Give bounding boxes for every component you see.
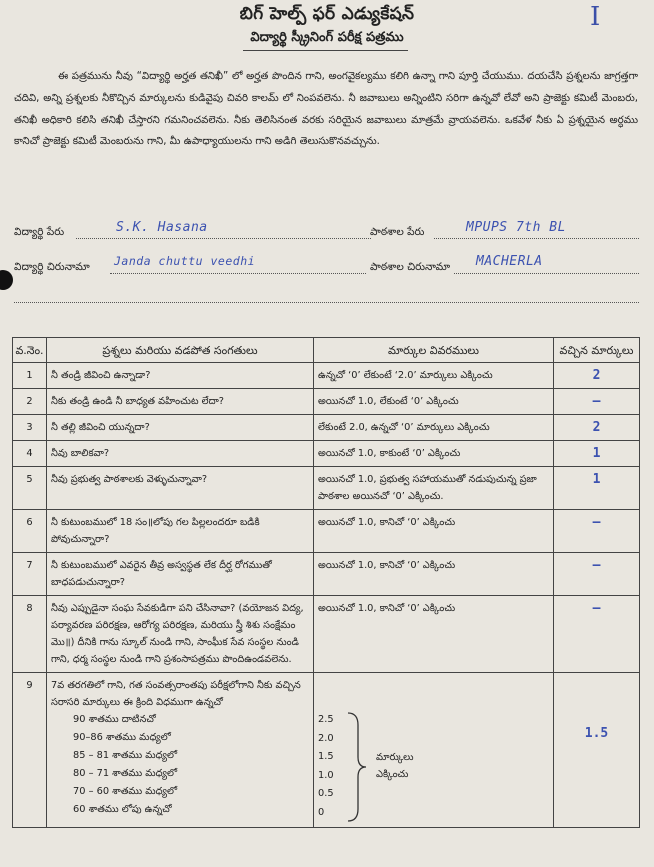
- scale-label-line2: ఎక్కించు: [376, 769, 409, 780]
- header-question: ప్రశ్నలు మరియు వడపోత సంగతులు: [47, 338, 314, 363]
- row-marks-detail: అయినచో 1.0, ప్రభుత్వ సహాయముతో నడుపుచున్న ప్రజా పాఠశాల అయినచో ‘0’ ఎక్కించు.: [314, 467, 554, 510]
- table-row: [13, 596, 640, 673]
- grade-range-item: 90–86 శాతము మధ్యలో: [73, 732, 171, 743]
- scale-label: [376, 749, 413, 783]
- grades-question-text: 7వ తరగతిలో గాని, గత సంవత్సరాంతపు పరీక్షలోగాని నీకు వచ్చిన సరాసరి మార్కులు ఈ క్రింది విధముగా ఉన్నచో: [51, 680, 301, 708]
- row-question: నీ తండ్రి జీవించి ఉన్నాడా?: [47, 363, 314, 389]
- header-sno: వ.నెం.: [13, 338, 47, 363]
- table-row: [13, 363, 640, 389]
- grade-ranges-list: [51, 711, 309, 819]
- scale-value: 1.0: [318, 769, 334, 781]
- scale-value: 2.5: [318, 714, 334, 725]
- row-sno: 7: [13, 553, 47, 596]
- row-sno: 6: [13, 510, 47, 553]
- student-name-value[interactable]: S.K. Hasana: [116, 220, 208, 235]
- scale-label-line1: మార్కులు: [376, 752, 414, 763]
- row-sno: 3: [13, 415, 47, 441]
- row-score[interactable]: 2: [554, 363, 640, 389]
- title-underline: [243, 50, 408, 51]
- student-address-label: విద్యార్థి చిరునామా: [14, 261, 90, 273]
- table-row: [13, 553, 640, 596]
- grade-range-item: 90 శాతము దాటినచో: [73, 714, 156, 725]
- screening-questions-table: [12, 337, 640, 828]
- organization-title: బిగ్ హెల్ప్ ఫర్ ఎడ్యుకేషన్: [239, 4, 415, 24]
- right-brace-icon: [344, 711, 370, 823]
- student-address-line: [110, 273, 366, 274]
- table-row: [13, 389, 640, 415]
- row-sno: 4: [13, 441, 47, 467]
- row-score[interactable]: 2: [554, 415, 640, 441]
- row-question: నీవు బాలికవా?: [47, 441, 314, 467]
- school-address-value[interactable]: MACHERLA: [476, 254, 543, 269]
- row-question: నీవు ప్రభుత్వ పాఠశాలకు వెళ్ళుచున్నావా?: [47, 467, 314, 510]
- school-name-value[interactable]: MPUPS 7th BL: [466, 220, 566, 235]
- marks-scale: [318, 711, 549, 823]
- student-name-line: [76, 238, 371, 239]
- row-score[interactable]: –: [554, 389, 640, 415]
- instructions-paragraph: ఈ పత్రమును నీవు “విద్యార్థి అర్హత తనిఖీ” లో అర్హత పొందిన గాని, అంగవైకల్యము కలిగి ఉన్నా గాని పూర్తి చేయుము. దయచేసి ప్రశ్నలను జాగ్రత్తగా చదివి, అన్ని ప్రశ్నలకు నీకొచ్చిన మార్కులను కుడివైపు చివరి కాలమ్ లో నింపవలెను. నీ జవాబులు అన్నింటిని సరిగా ఉన్నవో లేవో అని ప్రాజెక్టు కమిటీ మెంబరు, తనిఖీ అధికారి కలిసి తనిఖీ చేస్తారని గమనించవలెను. నీకు తెలిసినంత వరకు సరియైన జవాబులు మాత్రమే వ్రాయవలెను. ఒకవేళ నీకు ఏ ప్రశ్నయైన అర్ధము కానిచో ప్రాజెక్టు కమిటీ మెంబరును గాని, మీ ఉపాధ్యాయులను గాని అడిగి తెలుసుకొనవచ్చును.: [14, 71, 638, 148]
- scale-value: 1.5: [318, 751, 334, 762]
- student-name-label: విద్యార్థి పేరు: [14, 226, 65, 238]
- school-name-line: [434, 238, 639, 239]
- row-question: నీవు ఎప్పుడైనా సంఘ సేవకుడిగా పని చేసినావా? (వయోజన విద్య, పర్యావరణ పరిరక్షణ, ఆరోగ్య పరిరక్షణ, మరియు స్త్రీ శిశు సంక్షేమం మొ॥) దీనికి గాను స్కూల్ నుండి గాని, సాంఘీక సేవ సంస్థల నుండి గాని, ధర్మ సంస్థల నుండి గాని ప్రశంసాపత్రము పొందిఉండవలెను.: [47, 596, 314, 673]
- row-sno: 9: [13, 673, 47, 828]
- row-marks-detail: ఉన్నచో ‘0’ లేకుంటే ‘2.0’ మార్కులు ఎక్కించు: [314, 363, 554, 389]
- form-title: విద్యార్థి స్క్రీనింగ్ పరీక్ష పత్రము: [250, 30, 404, 45]
- form-number-handwritten: I: [590, 2, 601, 32]
- scale-value: 0.5: [318, 788, 334, 799]
- school-name-label: పాఠశాల పేరు: [370, 226, 425, 238]
- row-marks-detail: అయినచో 1.0, లేకుంటే ‘0’ ఎక్కించు: [314, 389, 554, 415]
- school-address-label: పాఠశాల చిరునామా: [370, 261, 451, 273]
- row-question: నీ కుటుంబములో ఎవరైన తీవ్ర అస్వస్థత లేక దీర్ఘ రోగముతో బాధపడుచున్నారా?: [47, 553, 314, 596]
- row-question: నీ తల్లి జీవించి యున్నదా?: [47, 415, 314, 441]
- row-score[interactable]: –: [554, 553, 640, 596]
- table-header-row: [13, 338, 640, 363]
- row-question: నీకు తండ్రి ఉండి నీ బాధ్యత వహించుట లేదా?: [47, 389, 314, 415]
- table-row: [13, 467, 640, 510]
- row-sno: 8: [13, 596, 47, 673]
- row-score[interactable]: –: [554, 510, 640, 553]
- row-marks-detail: అయినచో 1.0, కానిచో ‘0’ ఎక్కించు: [314, 510, 554, 553]
- row-marks-detail: అయినచో 1.0, కానిచో ‘0’ ఎక్కించు: [314, 553, 554, 596]
- header-marks-obtained: వచ్చిన మార్కులు: [554, 338, 640, 363]
- row-question: [47, 673, 314, 828]
- row-marks-detail: అయినచో 1.0, కానిచో ‘0’ ఎక్కించు: [314, 596, 554, 673]
- scale-value: 2.0: [318, 732, 334, 744]
- row-marks-detail: లేకుంటే 2.0, ఉన్నచో ‘0’ మార్కులు ఎక్కించు: [314, 415, 554, 441]
- row-marks-detail: [314, 673, 554, 828]
- school-address-line: [454, 273, 639, 274]
- grade-range-item: 60 శాతము లోపు ఉన్నచో: [73, 804, 172, 815]
- row-score[interactable]: 1: [554, 467, 640, 510]
- row-sno: 1: [13, 363, 47, 389]
- row-marks-detail: అయినచో 1.0, కాకుంటే ‘0’ ఎక్కించు: [314, 441, 554, 467]
- row-question: నీ కుటుంబములో 18 సం॥లోపు గల పిల్లలందరూ బడికి పోవుచున్నారా?: [47, 510, 314, 553]
- scale-value: 0: [318, 806, 325, 818]
- row-score[interactable]: 1.5: [554, 673, 640, 828]
- table-row: [13, 415, 640, 441]
- student-address-value[interactable]: Janda chuttu veedhi: [114, 254, 256, 268]
- punch-hole-mark: [0, 270, 13, 290]
- row-sno: 2: [13, 389, 47, 415]
- row-sno: 5: [13, 467, 47, 510]
- table-row: [13, 510, 640, 553]
- table-row-grades: [13, 673, 640, 828]
- address-continuation-line: [14, 302, 639, 303]
- header-marks-detail: మార్కుల వివరములు: [314, 338, 554, 363]
- grade-range-item: 80 – 71 శాతము మధ్యలో: [73, 768, 178, 779]
- table-row: [13, 441, 640, 467]
- row-score[interactable]: 1: [554, 441, 640, 467]
- grade-range-item: 85 – 81 శాతము మధ్యలో: [73, 750, 178, 761]
- grade-range-item: 70 – 60 శాతము మధ్యలో: [73, 786, 178, 797]
- row-score[interactable]: –: [554, 596, 640, 673]
